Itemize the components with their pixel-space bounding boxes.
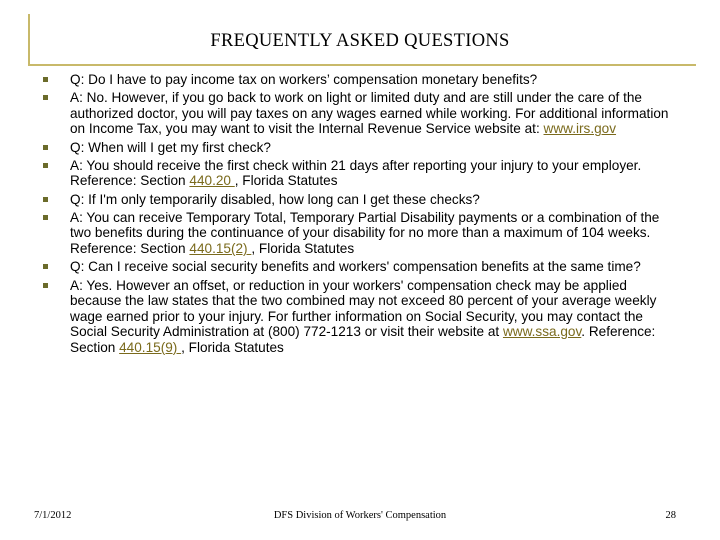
footer-date: 7/1/2012: [34, 510, 72, 521]
faq-text: Do I have to pay income tax on workers’ compensation monetary benefits?: [84, 72, 538, 87]
faq-answer-4: [40, 278, 680, 356]
faq-answer-2: [40, 158, 680, 189]
page-number: 28: [665, 510, 676, 521]
faq-text-suffix: , Florida Statutes: [234, 173, 338, 189]
statute-440-15-2-link[interactable]: 440.15(2): [189, 240, 252, 256]
faq-prefix: Q:: [70, 259, 85, 275]
faq-text: When will I get my first check?: [84, 139, 271, 155]
faq-text: Can I receive social security benefits and workers' compensation benefits at the same time?: [84, 259, 641, 275]
faq-prefix: Q:: [70, 72, 85, 87]
faq-prefix: Q:: [70, 191, 85, 207]
faq-question-2: [40, 140, 680, 156]
irs-website-link[interactable]: www.irs.gov: [543, 121, 617, 137]
square-bullet-icon: [43, 77, 48, 82]
faq-text: You should receive the first check within 21 days after reporting your injury to your employer. Reference: Section: [70, 157, 642, 189]
faq-text-suffix: , Florida Statutes: [181, 339, 284, 355]
ssa-website-link[interactable]: www.ssa.gov: [502, 324, 582, 340]
faq-prefix: A:: [70, 157, 83, 173]
statute-440-15-9-link[interactable]: 440.15(9): [119, 339, 182, 355]
faq-prefix: Q:: [70, 139, 85, 155]
faq-text: You can receive Temporary Total, Temporary Partial Disability payments or a combination of the two benefits during the continuance of your disability for no more than a maximum of 104 weeks. Reference: Section: [70, 209, 660, 256]
faq-prefix: A:: [70, 209, 83, 225]
faq-text: Yes. However an offset, or reduction in your workers' compensation check may be applied because the law states that the two combined may not exceed 80 percent of your average weekly wage earned prior to your injury. For further information on Social Security, you may contact the Social Security Administration at (800) 772-1213 or visit their website at: [70, 277, 657, 340]
statute-440-20-link[interactable]: 440.20: [189, 173, 235, 189]
faq-text: No. However, if you go back to work on light or limited duty and are still under the care of the authorized doctor, you will pay taxes on any wages earned while working. For additional information on Income Tax, you may want to visit the Internal Revenue Service website at:: [70, 90, 669, 137]
faq-prefix: A:: [70, 90, 83, 106]
faq-question-4: [40, 259, 680, 275]
slide-title: FREQUENTLY ASKED QUESTIONS: [210, 31, 510, 51]
faq-prefix: A:: [70, 277, 83, 293]
square-bullet-icon: [43, 145, 48, 150]
square-bullet-icon: [43, 95, 48, 100]
footer-organization: DFS Division of Workers' Compensation: [273, 510, 447, 521]
faq-text-suffix: , Florida Statutes: [251, 240, 355, 256]
faq-question-3: [40, 192, 680, 208]
faq-list: [40, 72, 680, 358]
square-bullet-icon: [43, 197, 48, 202]
faq-answer-3: [40, 210, 680, 257]
square-bullet-icon: [43, 163, 48, 168]
faq-text: If I'm only temporarily disabled, how long can I get these checks?: [84, 191, 480, 207]
faq-answer-1: [40, 90, 680, 137]
square-bullet-icon: [43, 215, 48, 220]
faq-question-1: [40, 72, 680, 88]
square-bullet-icon: [43, 283, 48, 288]
faq-text-middle: . Reference: Section: [70, 324, 656, 355]
square-bullet-icon: [43, 264, 48, 269]
